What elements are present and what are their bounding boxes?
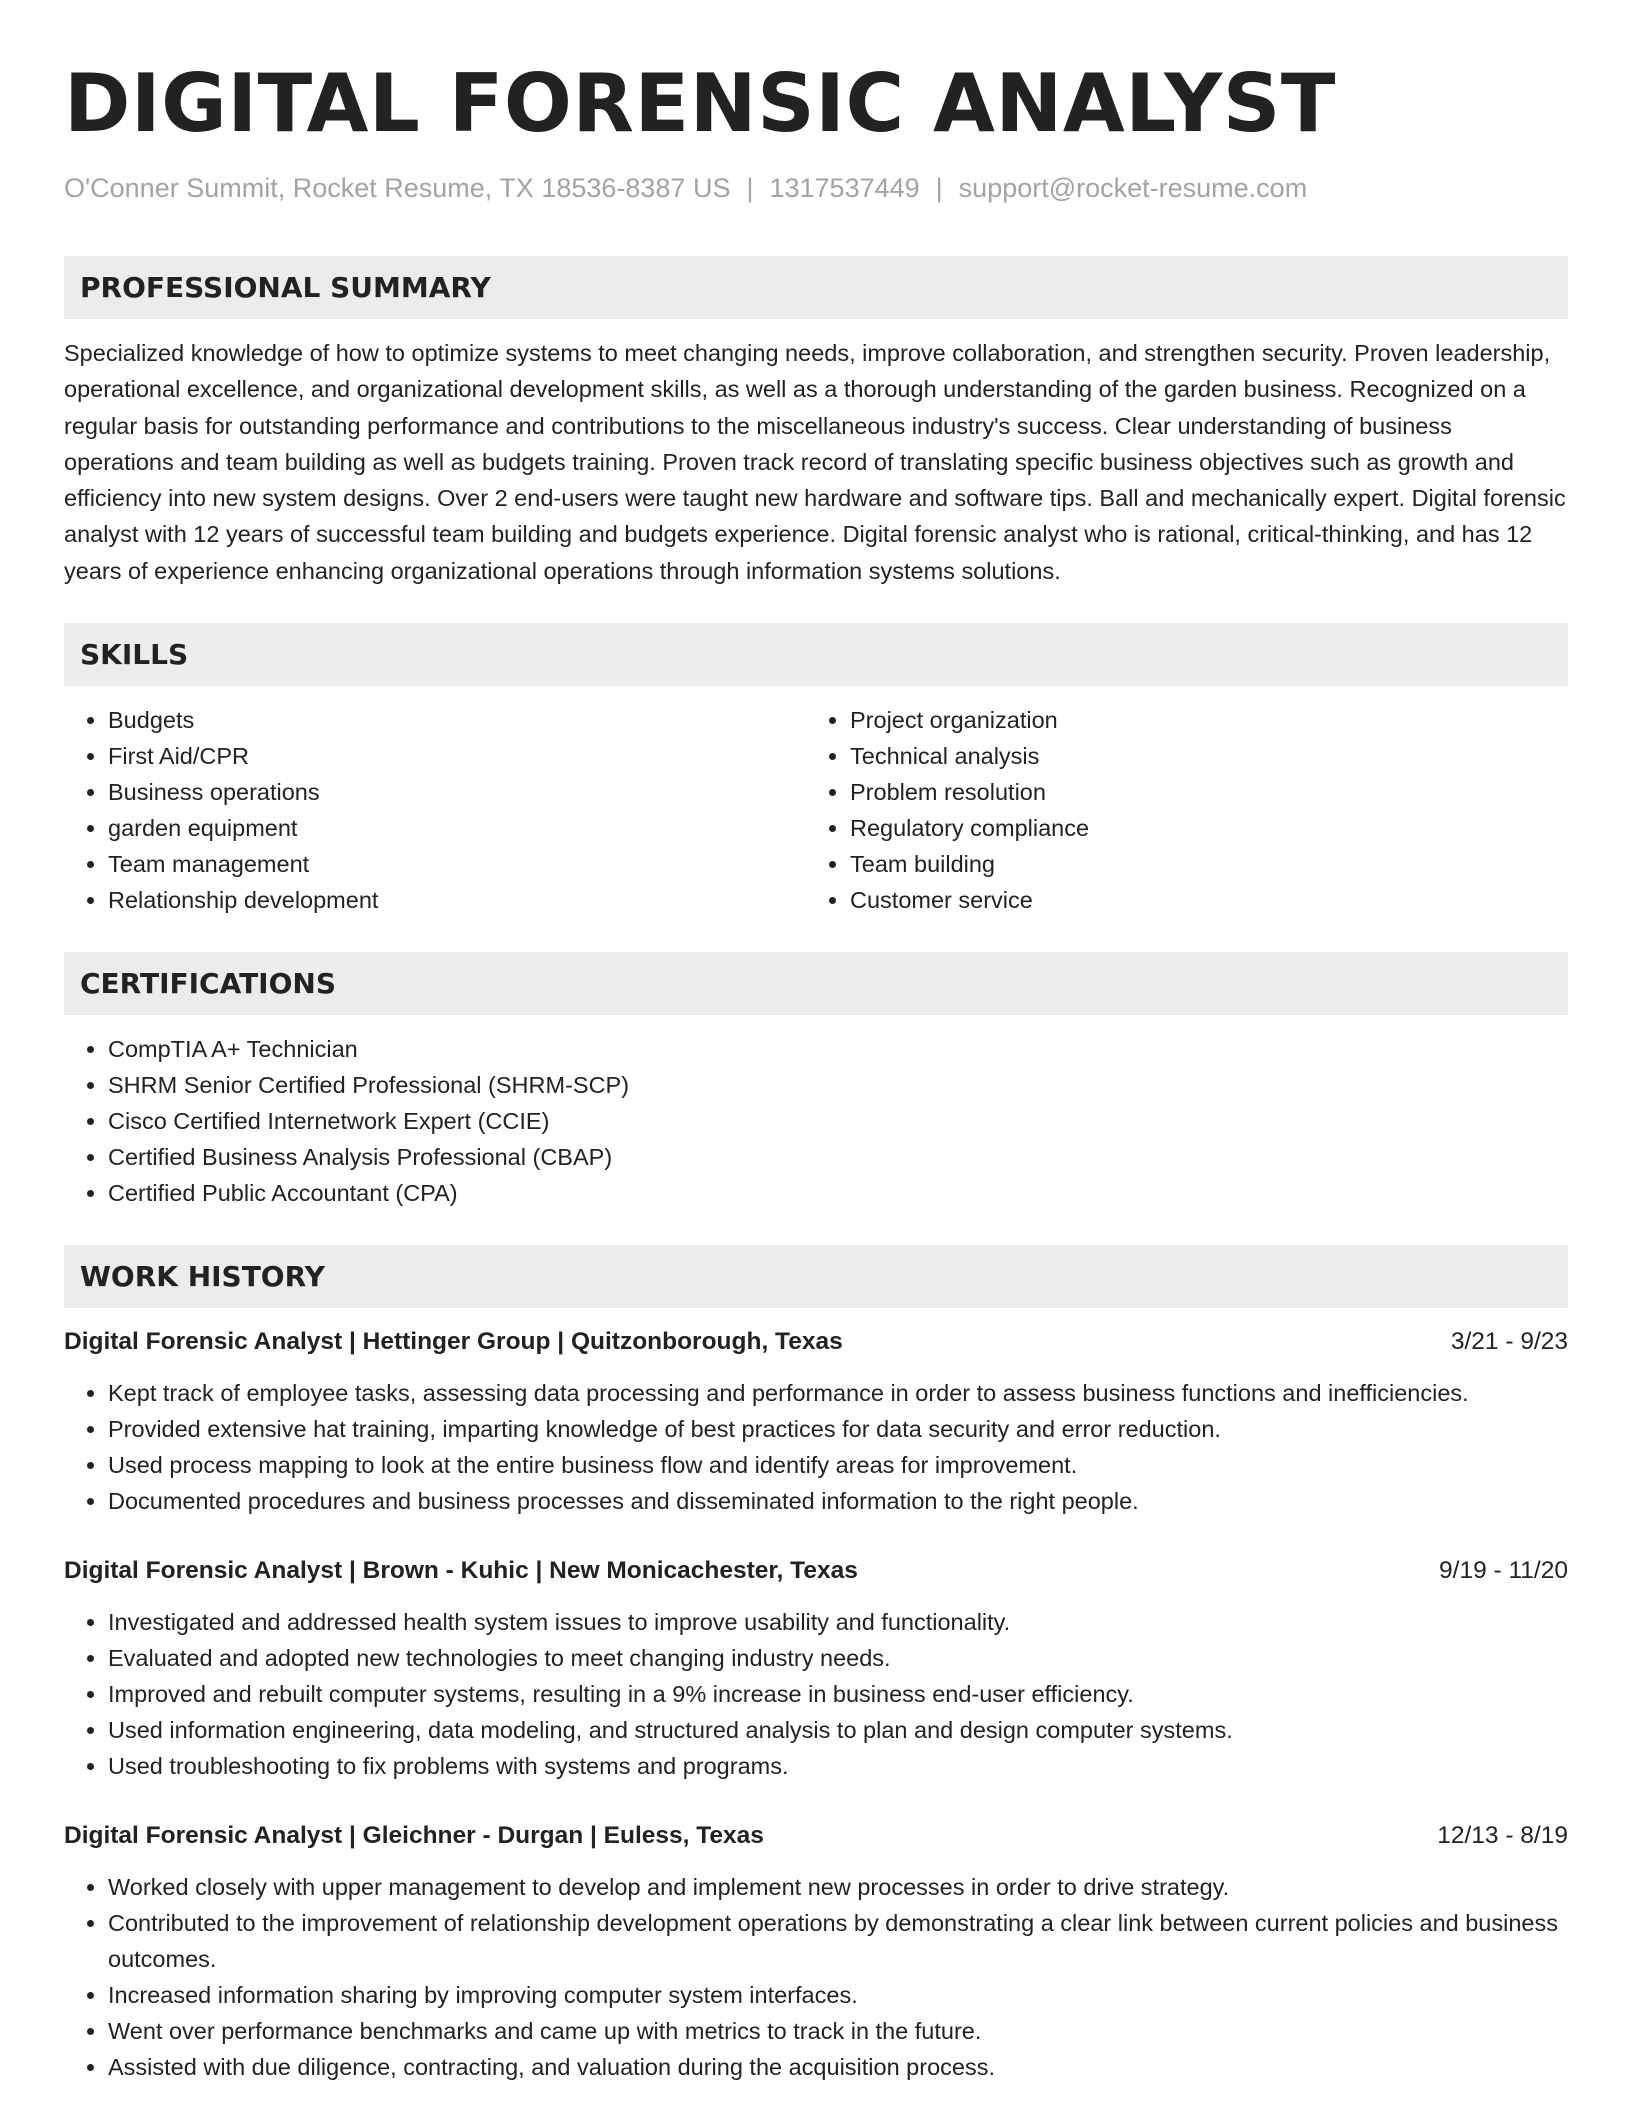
skill-item: • Relationship development xyxy=(108,882,806,918)
summary-section-header xyxy=(64,256,1568,319)
certifications-section-header xyxy=(64,952,1568,1015)
job-entry xyxy=(64,1818,1568,2085)
skill-item: • Customer service xyxy=(850,882,1548,918)
summary-text: Specialized knowledge of how to optimize systems to meet changing needs, improve collaboration, and strengthen security. Proven leadership, operational excellence, and organizational development skills, as well as a thorough understanding of the garden business. Recognized on a regular basis for outstanding performance and contributions to the miscellaneous industry's success. Clear understanding of business operations and team building as well as budgets training. Proven track record of translating specific business objectives such as growth and efficiency into new system designs. Over 2 end-users were taught new hardware and software tips. Ball and mechanically expert. Digital forensic analyst with 12 years of successful team building and budgets experience. Digital forensic analyst who is rational, critical-thinking, and has 12 years of experience enhancing organizational operations through information systems solutions. xyxy=(64,340,1566,584)
certification-item: • Cisco Certified Internetwork Expert (CCIE) xyxy=(108,1103,1568,1139)
skill-item: • First Aid/CPR xyxy=(108,738,806,774)
contact-email: support@rocket-resume.com xyxy=(958,173,1308,203)
job-bullet: • Worked closely with upper management to develop and implement new processes in order to drive strategy. xyxy=(108,1869,1568,1905)
skills-list xyxy=(64,702,1568,918)
job-dates: 12/13 - 8/19 xyxy=(1437,1822,1568,1850)
skill-item: • Team building xyxy=(850,846,1548,882)
skill-item: • Regulatory compliance xyxy=(850,810,1548,846)
skill-item: • Budgets xyxy=(108,702,806,738)
skills-column-right xyxy=(806,702,1548,918)
work-history-heading: WORK HISTORY xyxy=(80,1260,325,1294)
job-entry xyxy=(64,1553,1568,1784)
skill-item: • Business operations xyxy=(108,774,806,810)
skill-item: • Team management xyxy=(108,846,806,882)
job-bullet: • Used troubleshooting to fix problems with systems and programs. xyxy=(108,1748,1568,1784)
job-header xyxy=(64,1324,1568,1360)
skills-section-header xyxy=(64,623,1568,686)
contact-phone: 1317537449 xyxy=(769,173,920,203)
job-bullets xyxy=(64,1604,1568,1784)
skills-heading: SKILLS xyxy=(80,638,189,672)
job-title: Digital Forensic Analyst | Brown - Kuhic | New Monicachester, Texas xyxy=(64,1557,858,1585)
certification-item: • Certified Business Analysis Professional (CBAP) xyxy=(108,1139,1568,1175)
certifications-heading: CERTIFICATIONS xyxy=(80,967,337,1001)
certifications-list xyxy=(64,1031,1568,1211)
skill-item: • Project organization xyxy=(850,702,1548,738)
job-bullet: • Kept track of employee tasks, assessing data processing and performance in order to assess business functions and inefficiencies. xyxy=(108,1375,1568,1411)
job-bullet: • Investigated and addressed health system issues to improve usability and functionality. xyxy=(108,1604,1568,1640)
contact-separator: | xyxy=(746,173,754,203)
skill-item: • garden equipment xyxy=(108,810,806,846)
skills-column-left xyxy=(64,702,806,918)
job-bullets xyxy=(64,1375,1568,1519)
skill-item: • Problem resolution xyxy=(850,774,1548,810)
summary-heading: PROFESSIONAL SUMMARY xyxy=(80,271,491,304)
job-bullets xyxy=(64,1869,1568,2085)
certification-item: • SHRM Senior Certified Professional (SHRM-SCP) xyxy=(108,1067,1568,1103)
job-header xyxy=(64,1553,1568,1589)
contact-separator: | xyxy=(935,173,943,203)
job-bullet: • Improved and rebuilt computer systems, resulting in a 9% increase in business end-user efficiency. xyxy=(108,1676,1568,1712)
job-bullet: • Used process mapping to look at the entire business flow and identify areas for improvement. xyxy=(108,1447,1568,1483)
certification-item: • CompTIA A+ Technician xyxy=(108,1031,1568,1067)
certification-item: • Certified Public Accountant (CPA) xyxy=(108,1175,1568,1211)
job-bullet: • Evaluated and adopted new technologies to meet changing industry needs. xyxy=(108,1640,1568,1676)
job-dates: 9/19 - 11/20 xyxy=(1439,1557,1568,1585)
job-bullet: • Provided extensive hat training, imparting knowledge of best practices for data security and error reduction. xyxy=(108,1411,1568,1447)
job-header xyxy=(64,1818,1568,1854)
candidate-name: DIGITAL FORENSIC ANALYST xyxy=(64,57,1336,150)
contact-line xyxy=(64,172,1568,204)
job-entry xyxy=(64,1324,1568,1519)
job-dates: 3/21 - 9/23 xyxy=(1450,1328,1568,1356)
job-bullet: • Assisted with due diligence, contracting, and valuation during the acquisition process. xyxy=(108,2049,1568,2085)
job-title: Digital Forensic Analyst | Gleichner - Durgan | Euless, Texas xyxy=(64,1822,764,1850)
job-bullet: • Went over performance benchmarks and came up with metrics to track in the future. xyxy=(108,2013,1568,2049)
job-bullet: • Increased information sharing by improving computer system interfaces. xyxy=(108,1977,1568,2013)
job-bullet: • Contributed to the improvement of relationship development operations by demonstrating a clear link between current policies and business outcomes. xyxy=(108,1905,1568,1977)
resume-page xyxy=(64,0,1568,2085)
work-history-section-header xyxy=(64,1245,1568,1308)
job-title: Digital Forensic Analyst | Hettinger Group | Quitzonborough, Texas xyxy=(64,1328,843,1356)
job-bullet: • Documented procedures and business processes and disseminated information to the right people. xyxy=(108,1483,1568,1519)
contact-address: O'Conner Summit, Rocket Resume, TX 18536-8387 US xyxy=(64,173,731,203)
skill-item: • Technical analysis xyxy=(850,738,1548,774)
job-bullet: • Used information engineering, data modeling, and structured analysis to plan and design computer systems. xyxy=(108,1712,1568,1748)
